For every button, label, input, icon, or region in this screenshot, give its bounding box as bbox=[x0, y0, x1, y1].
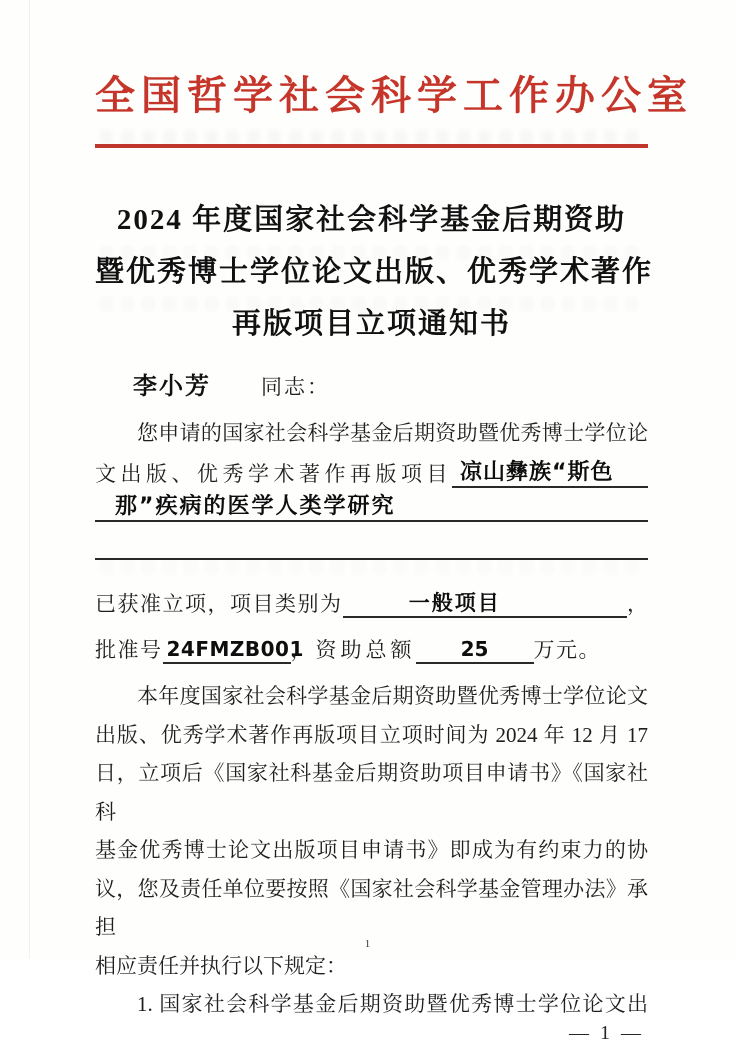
project-name-blank-2 bbox=[95, 488, 648, 522]
intro-line-1: 您申请的国家社会科学基金后期资助暨优秀博士学位论 bbox=[137, 421, 648, 445]
intro-line-2-prefix: 文出版、优秀学术著作再版项目 bbox=[95, 462, 452, 486]
project-category-value: 一般项目 bbox=[408, 591, 501, 615]
salutation-suffix: 同志： bbox=[261, 375, 330, 399]
body-line-6: 相应责任并执行以下规定： bbox=[95, 953, 347, 978]
approval-line-1-prefix: 已获准立项，项目类别为 bbox=[95, 592, 343, 616]
salutation bbox=[95, 366, 648, 401]
scan-bleedthrough bbox=[100, 560, 640, 574]
approval-line-2 bbox=[95, 622, 648, 664]
notice-title-line-3: 再版项目立项通知书 bbox=[231, 308, 511, 340]
regulation-item-1: 1. 国家社会科学基金后期资助暨优秀博士学位论文出 bbox=[137, 992, 648, 1016]
approval-line-1 bbox=[95, 575, 648, 618]
body-line-5: 议，您及责任单位要按照《国家社会科学基金管理办法》承担 bbox=[95, 876, 648, 939]
funding-amount-blank bbox=[416, 622, 534, 664]
approval-line-1-comma: ， bbox=[627, 592, 648, 616]
project-name-part-2: 那”疾病的医学人类学研究 bbox=[115, 494, 396, 519]
scan-fold-line bbox=[29, 0, 30, 959]
recipient-name: 李小芳 bbox=[133, 372, 211, 400]
body-line-4: 基金优秀博士论文出版项目申请书》即成为有约束力的协 bbox=[95, 838, 648, 862]
project-name-blank-3 bbox=[95, 522, 648, 560]
main-paragraph bbox=[95, 677, 648, 1024]
project-name-part-1: 凉山彝族“斯色 bbox=[460, 460, 614, 485]
letterhead-org-name: 全国哲学社会科学工作办公室 bbox=[95, 73, 693, 118]
approval-number-value: 24FMZB001 bbox=[166, 637, 304, 661]
approval-number-label: 批准号 bbox=[95, 638, 163, 662]
notice-title bbox=[95, 194, 654, 350]
sheet-number: 1 bbox=[364, 938, 371, 950]
body-line-2: 出版、优秀学术著作再版项目立项时间为 2024 年 12 月 17 bbox=[95, 722, 648, 747]
approval-number-blank bbox=[163, 622, 304, 664]
scan-bleedthrough bbox=[100, 130, 640, 144]
funding-label: ，资助总额 bbox=[290, 638, 416, 662]
project-name-blank-1 bbox=[452, 454, 648, 488]
body-line-3: 日，立项后《国家社科基金后期资助项目申请书》《国家社科 bbox=[95, 761, 648, 824]
funding-amount-value: 25 bbox=[460, 637, 489, 661]
notice-title-line-2: 暨优秀博士学位论文出版、优秀学术著作 bbox=[95, 256, 654, 288]
project-category-blank bbox=[343, 575, 628, 618]
funding-unit-label: 万元。 bbox=[533, 638, 601, 662]
notice-title-line-1: 2024 年度国家社会科学基金后期资助 bbox=[116, 204, 627, 236]
page-number: — 1 — bbox=[569, 1021, 644, 1044]
body-line-1: 本年度国家社会科学基金后期资助暨优秀博士学位论文 bbox=[137, 684, 648, 708]
letterhead-rule bbox=[95, 144, 648, 148]
intro-line-2 bbox=[95, 454, 648, 488]
